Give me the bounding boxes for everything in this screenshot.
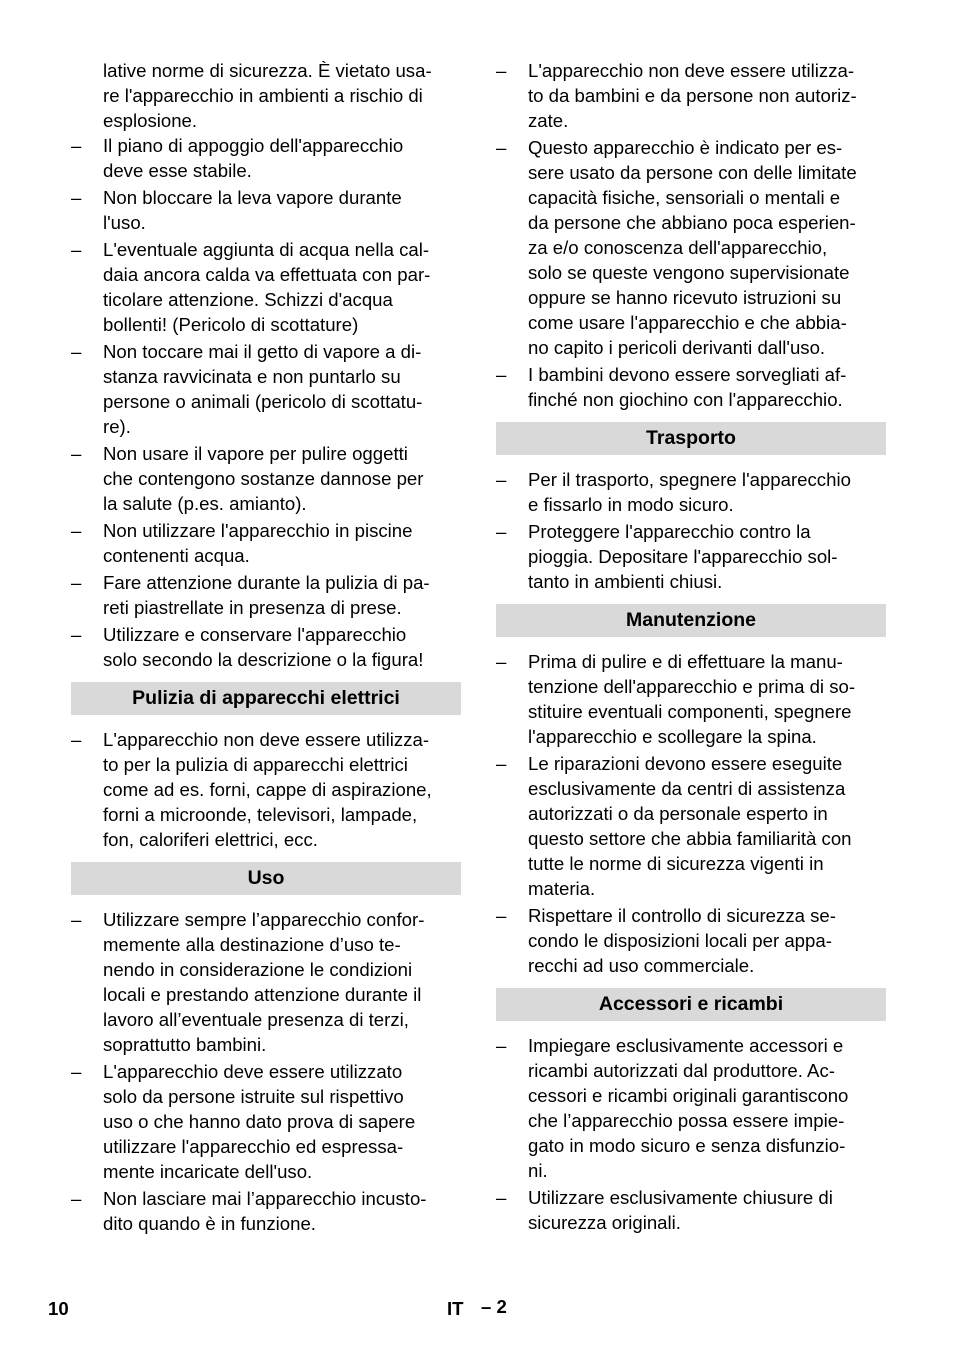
list-item-text: Non toccare mai il getto di vapore a di- stanza ravvicinata e non puntarlo su persone o animali (pericolo di scottatu- re).	[103, 341, 423, 437]
list-dash: –	[496, 521, 507, 542]
list-dash: –	[496, 753, 507, 774]
list-item-text: Non utilizzare l'apparecchio in piscine contenenti acqua.	[103, 520, 413, 566]
section-heading-accessori: Accessori e ricambi	[496, 988, 886, 1021]
list-dash: –	[71, 729, 82, 750]
list-item-text: Non bloccare la leva vapore durante l'uso.	[103, 187, 402, 233]
list-dash: –	[71, 520, 82, 541]
list-item	[496, 649, 886, 749]
list-left-2	[71, 727, 461, 852]
list-right-3	[496, 649, 886, 978]
list-item-text: Proteggere l'apparecchio contro la pioggia. Depositare l'apparecchio sol- tanto in ambienti chiusi.	[528, 521, 838, 592]
language-code: IT	[447, 1298, 464, 1319]
list-item-text: Questo apparecchio è indicato per es- sere usato da persone con delle limitate capacità fisiche, sensoriali o mentali e da persone che abbiano poca esperien- za e/o conoscenza dell'apparecchio, solo se queste vengono supervisionate oppure se hanno ricevuto istruzioni su come usare l'apparecchio e che abbia- no capito i pericoli derivanti dall'uso.	[528, 137, 857, 358]
list-item	[71, 907, 461, 1057]
list-item	[496, 519, 886, 594]
list-item-text: Le riparazioni devono essere eseguite esclusivamente da centri di assistenza autorizzati o da personale esperto in questo settore che abbia familiarità con tutte le norme di sicurezza vigenti in materia.	[528, 753, 852, 899]
list-dash: –	[496, 905, 507, 926]
list-item	[496, 135, 886, 360]
list-item-text: I bambini devono essere sorvegliati af- finché non giochino con l'apparecchio.	[528, 364, 847, 410]
list-item-text: Non usare il vapore per pulire oggetti che contengono sostanze dannose per la salute (p.es. amianto).	[103, 443, 424, 514]
list-item	[71, 1186, 461, 1236]
section-heading-trasporto: Trasporto	[496, 422, 886, 455]
list-dash: –	[496, 651, 507, 672]
list-dash: –	[71, 1188, 82, 1209]
list-item	[71, 518, 461, 568]
list-dash: –	[71, 443, 82, 464]
list-dash: –	[496, 137, 507, 158]
list-dash: –	[496, 60, 507, 81]
list-dash: –	[71, 909, 82, 930]
list-item	[71, 727, 461, 852]
list-item	[71, 622, 461, 672]
list-item	[71, 133, 461, 183]
list-dash: –	[496, 1035, 507, 1056]
list-item-text: L'apparecchio non deve essere utilizza- to per la pulizia di apparecchi elettrici come ad es. forni, cappe di aspirazione, forni a microonde, televisori, lampade, fon, caloriferi elettrici, ecc.	[103, 729, 432, 850]
list-item-text: Utilizzare esclusivamente chiusure di sicurezza originali.	[528, 1187, 833, 1233]
list-item-text: Utilizzare sempre l’apparecchio confor- memente alla destinazione d’uso te- nendo in considerazione le condizioni locali e prestando attenzione durante il lavoro all’eventuale presenza di terzi, soprattutto bambini.	[103, 909, 425, 1055]
list-item	[496, 903, 886, 978]
list-left-1	[71, 133, 461, 672]
list-dash: –	[71, 624, 82, 645]
list-item-text: L'apparecchio non deve essere utilizza- to da bambini e da persone non autoriz- zate.	[528, 60, 857, 131]
sub-page-number: – 2	[481, 1296, 507, 1317]
section-heading-manutenzione: Manutenzione	[496, 604, 886, 637]
list-item	[496, 751, 886, 901]
list-item	[71, 339, 461, 439]
list-right-4	[496, 1033, 886, 1235]
list-dash: –	[71, 572, 82, 593]
list-item	[71, 570, 461, 620]
list-item-text: Non lasciare mai l’apparecchio incusto- dito quando è in funzione.	[103, 1188, 427, 1234]
list-dash: –	[71, 1061, 82, 1082]
list-dash: –	[71, 135, 82, 156]
list-item	[71, 237, 461, 337]
list-item	[71, 441, 461, 516]
list-item-text: Fare attenzione durante la pulizia di pa- reti piastrellate in presenza di prese.	[103, 572, 430, 618]
list-right-1	[496, 58, 886, 412]
list-dash: –	[71, 341, 82, 362]
list-item-text: L'apparecchio deve essere utilizzato solo da persone istruite sul rispettivo uso o che hanno dato prova di sapere utilizzare l'apparecchio ed espressa- mente incaricate dell'uso.	[103, 1061, 416, 1182]
list-item-text: Il piano di appoggio dell'apparecchio deve esse stabile.	[103, 135, 404, 181]
list-item	[71, 185, 461, 235]
list-item	[71, 1059, 461, 1184]
list-dash: –	[71, 239, 82, 260]
list-item-text: Rispettare il controllo di sicurezza se- condo le disposizioni locali per appa- recchi ad uso commerciale.	[528, 905, 836, 976]
list-item-text: Prima di pulire e di effettuare la manu- tenzione dell'apparecchio e prima di so- stituire eventuali componenti, spegnere l'apparecchio e scollegare la spina.	[528, 651, 856, 747]
list-dash: –	[496, 364, 507, 385]
left-column	[71, 58, 461, 1238]
list-item	[496, 467, 886, 517]
section-heading-uso: Uso	[71, 862, 461, 895]
list-item-text: L'eventuale aggiunta di acqua nella cal- daia ancora calda va effettuata con par- ticolare attenzione. Schizzi d'acqua bollenti! (Pericolo di scottature)	[103, 239, 431, 335]
list-item	[496, 362, 886, 412]
list-dash: –	[496, 1187, 507, 1208]
intro-paragraph: lative norme di sicurezza. È vietato usa- re l'apparecchio in ambienti a rischio di esplosione.	[103, 60, 432, 131]
list-item-text: Impiegare esclusivamente accessori e ricambi autorizzati dal produttore. Ac- cessori e ricambi originali garantiscono che l’apparecchio possa essere impie- gato in modo sicuro e senza disfunzio- ni.	[528, 1035, 849, 1181]
list-item	[496, 1033, 886, 1183]
right-column	[496, 58, 886, 1237]
list-item	[496, 1185, 886, 1235]
section-heading-pulizia: Pulizia di apparecchi elettrici	[71, 682, 461, 715]
list-item-text: Utilizzare e conservare l'apparecchio solo secondo la descrizione o la figura!	[103, 624, 424, 670]
list-left-3	[71, 907, 461, 1236]
list-right-2	[496, 467, 886, 594]
list-dash: –	[496, 469, 507, 490]
list-item-text: Per il trasporto, spegnere l'apparecchio e fissarlo in modo sicuro.	[528, 469, 851, 515]
list-item	[496, 58, 886, 133]
list-dash: –	[71, 187, 82, 208]
page-number: 10	[48, 1298, 69, 1319]
